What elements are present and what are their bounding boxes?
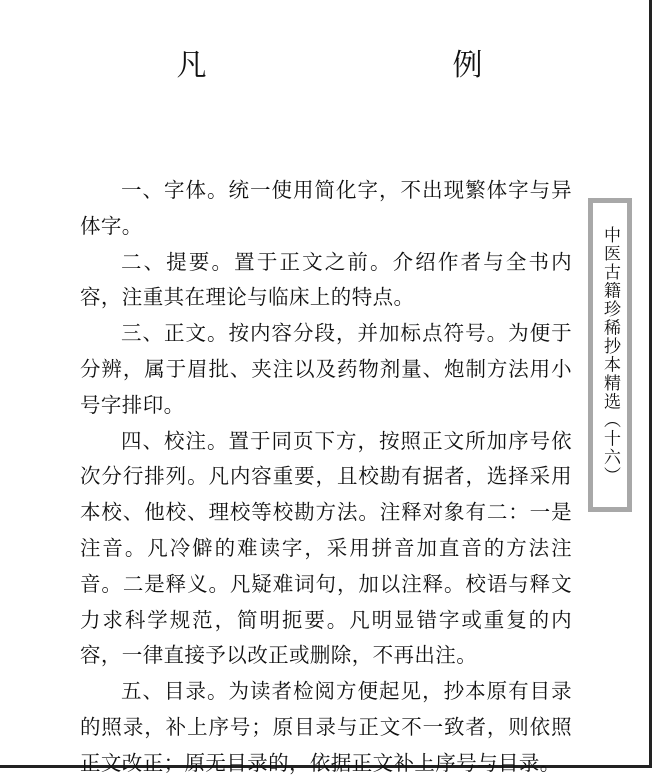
paragraph-summary: 二、提要。置于正文之前。介绍作者与全书内容，注重其在理论与临床上的特点。 bbox=[80, 249, 572, 310]
paragraph-font: 一、字体。统一使用简化字，不出现繁体字与异体字。 bbox=[80, 178, 572, 238]
paragraph-annotation: 四、校注。置于同页下方，按照正文所加序号依次分行排列。凡内容重要，且校勘有据者，选择采用本校、他校、理校等校勘方法。注释对象有二：一是注音。凡冷僻的难读字，采用拼音加直音的方法注音。二是释义。凡疑难词句，加以注释。校语与释文力求科学规范，简明扼要。凡明显错字或重复的内容，一律直接予以改正或删除，不再出注。 bbox=[80, 428, 572, 668]
page-title: 凡 例 bbox=[176, 48, 545, 83]
series-side-tab-inner bbox=[593, 203, 627, 507]
series-side-tab bbox=[588, 198, 632, 512]
series-title: 中医古籍珍稀抄本精选（十六） bbox=[600, 225, 620, 485]
body-text bbox=[80, 173, 572, 782]
paragraph-main-text: 三、正文。按内容分段，并加标点符号。为便于分辨，属于眉批、夹注以及药物剂量、炮制方法用小号字排印。 bbox=[80, 321, 572, 417]
paragraph-contents: 五、目录。为读者检阅方便起见，抄本原有目录的照录，补上序号；原目录与正文不一致者，则依照正文改正；原无目录的，依据正文补上序号与目录。 bbox=[80, 679, 572, 775]
